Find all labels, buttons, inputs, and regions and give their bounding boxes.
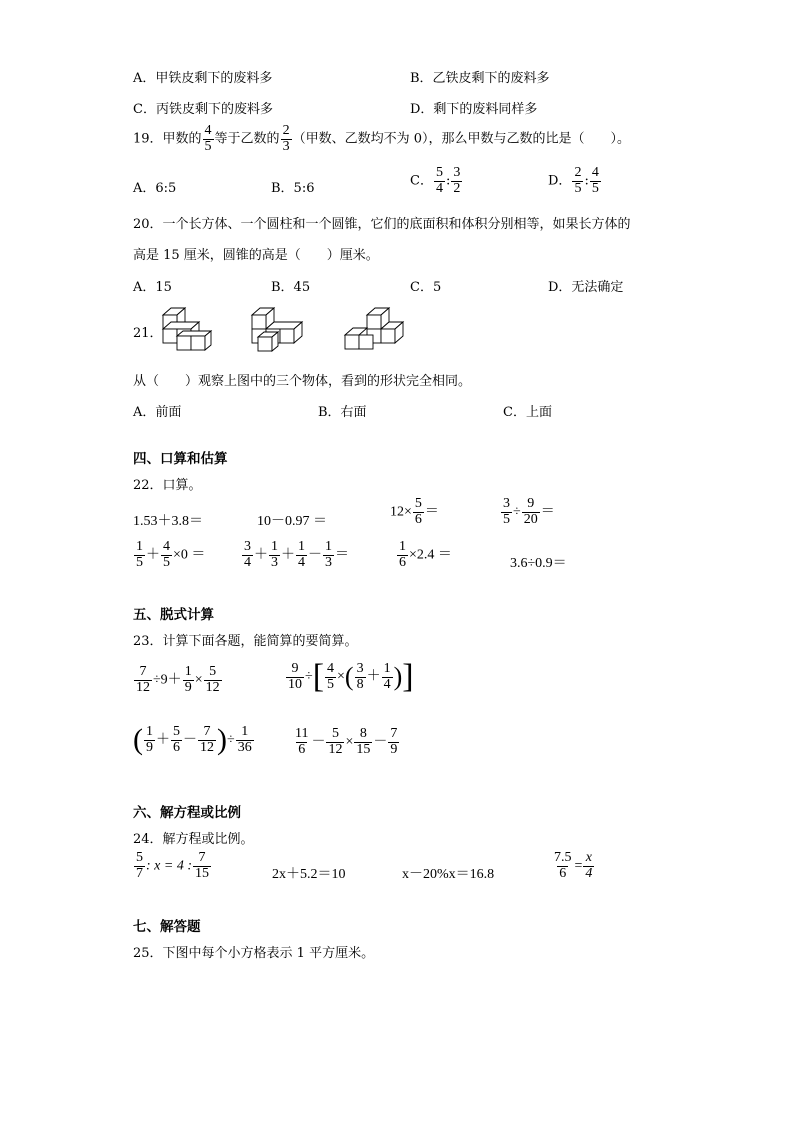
q22-expr-6: $\frac{3}{4}$ ＋ $\frac{1}{3}$ ＋ $\frac{1}{4}$ － $\frac{1}{3}$ ＝	[244, 539, 349, 570]
q23-title: 23．计算下面各题，能简算的要简算。	[133, 634, 358, 649]
q21-option-b: B．右面	[318, 405, 367, 420]
q22-expr-7: $\frac{1}{6}$ ×2.4 ＝	[399, 539, 452, 570]
q25-title: 25．下图中每个小方格表示 1 平方厘米。	[133, 946, 375, 961]
q23-expr-d: $\frac{11}{6}$ － $\frac{5}{12}$ × $\frac{8}{15}$ － $\frac{7}{9}$	[295, 726, 398, 757]
q19-option-c: C． $\frac{5}{4}$ : $\frac{3}{2}$	[410, 165, 461, 196]
q23-expr-c: ( $\frac{1}{9}$ ＋ $\frac{5}{6}$ － $\frac{7}{12}$ )÷ $\frac{1}{36}$	[133, 723, 252, 757]
q20-line1: 20．一个长方体、一个圆柱和一个圆锥，它们的底面积和体积分别相等，如果长方体的	[133, 217, 631, 232]
q23-expr-b: $\frac{9}{10}$ ÷[ $\frac{4}{5}$ ×( $\frac{3}{8}$ ＋ $\frac{1}{4}$ )]	[288, 658, 414, 695]
cube-figure-3	[341, 305, 411, 355]
q18-option-a: A．甲铁皮剩下的废料多	[133, 71, 273, 86]
q20-option-a: A．15	[133, 280, 172, 295]
q22-title: 22．口算。	[133, 478, 202, 493]
q20-option-d: D．无法确定	[548, 280, 624, 295]
q22-expr-2: 10－0.97 ＝	[257, 514, 327, 529]
q21-option-a: A．前面	[133, 405, 182, 420]
q19-question	[133, 124, 630, 154]
q22-expr-3: 12× $\frac{5}{6}$ ＝	[390, 496, 439, 527]
q22-expr-1: 1.53＋3.8＝	[133, 514, 203, 529]
q20-option-b: B．45	[271, 280, 311, 295]
q20-line2: 高是 15 厘米，圆锥的高是（ ）厘米。	[133, 248, 379, 263]
q24-expr-b: 2x＋5.2＝10	[272, 867, 346, 882]
q22-expr-8: 3.6÷0.9＝	[510, 556, 567, 571]
q21-option-c: C．上面	[503, 405, 552, 420]
section-5-title: 五、脱式计算	[133, 607, 214, 623]
q24-expr-d: $\frac{7.5}{6}$ = $\frac{x}{4}$	[554, 850, 593, 881]
q19-option-d: D． $\frac{2}{5}$ : $\frac{4}{5}$	[548, 165, 599, 196]
q24-expr-c: x－20%x＝16.8	[402, 867, 495, 882]
q21-question: 从（ ）观察上图中的三个物体，看到的形状完全相同。	[133, 374, 472, 389]
cube-figure-1	[155, 305, 225, 355]
q18-option-c: C．丙铁皮剩下的废料多	[133, 102, 273, 117]
q19-prefix: 19．甲数的	[133, 131, 202, 147]
fraction: $\frac{2}{3}$	[282, 123, 290, 154]
q23-expr-a: $\frac{7}{12}$ ÷9＋ $\frac{1}{9}$ × $\frac{5}{12}$	[136, 664, 220, 695]
section-6-title: 六、解方程或比例	[133, 805, 241, 821]
cube-figure-2	[248, 305, 318, 355]
fraction: $\frac{4}{5}$	[204, 123, 212, 154]
q20-option-c: C．5	[410, 280, 442, 295]
q19-option-b: B．5:6	[271, 181, 315, 196]
q22-expr-5: $\frac{1}{5}$ ＋ $\frac{4}{5}$ ×0 ＝	[136, 539, 206, 570]
q19-option-a: A．6:5	[133, 181, 177, 196]
q19-mid: 等于乙数的	[214, 131, 280, 147]
q21-number: 21．	[133, 326, 163, 341]
section-4-title: 四、口算和估算	[133, 451, 228, 467]
q18-option-b: B．乙铁皮剩下的废料多	[410, 71, 550, 86]
q18-option-d: D．剩下的废料同样多	[410, 102, 538, 117]
q22-expr-4: $\frac{3}{5}$ ÷ $\frac{9}{20}$ ＝	[503, 496, 555, 527]
q24-expr-a: $\frac{5}{7}$ : x = 4 : $\frac{7}{15}$	[136, 850, 209, 881]
section-7-title: 七、解答题	[133, 919, 201, 935]
q24-title: 24．解方程或比例。	[133, 832, 254, 847]
q19-tail: （甲数、乙数均不为 0），那么甲数与乙数的比是（ ）。	[292, 131, 630, 147]
